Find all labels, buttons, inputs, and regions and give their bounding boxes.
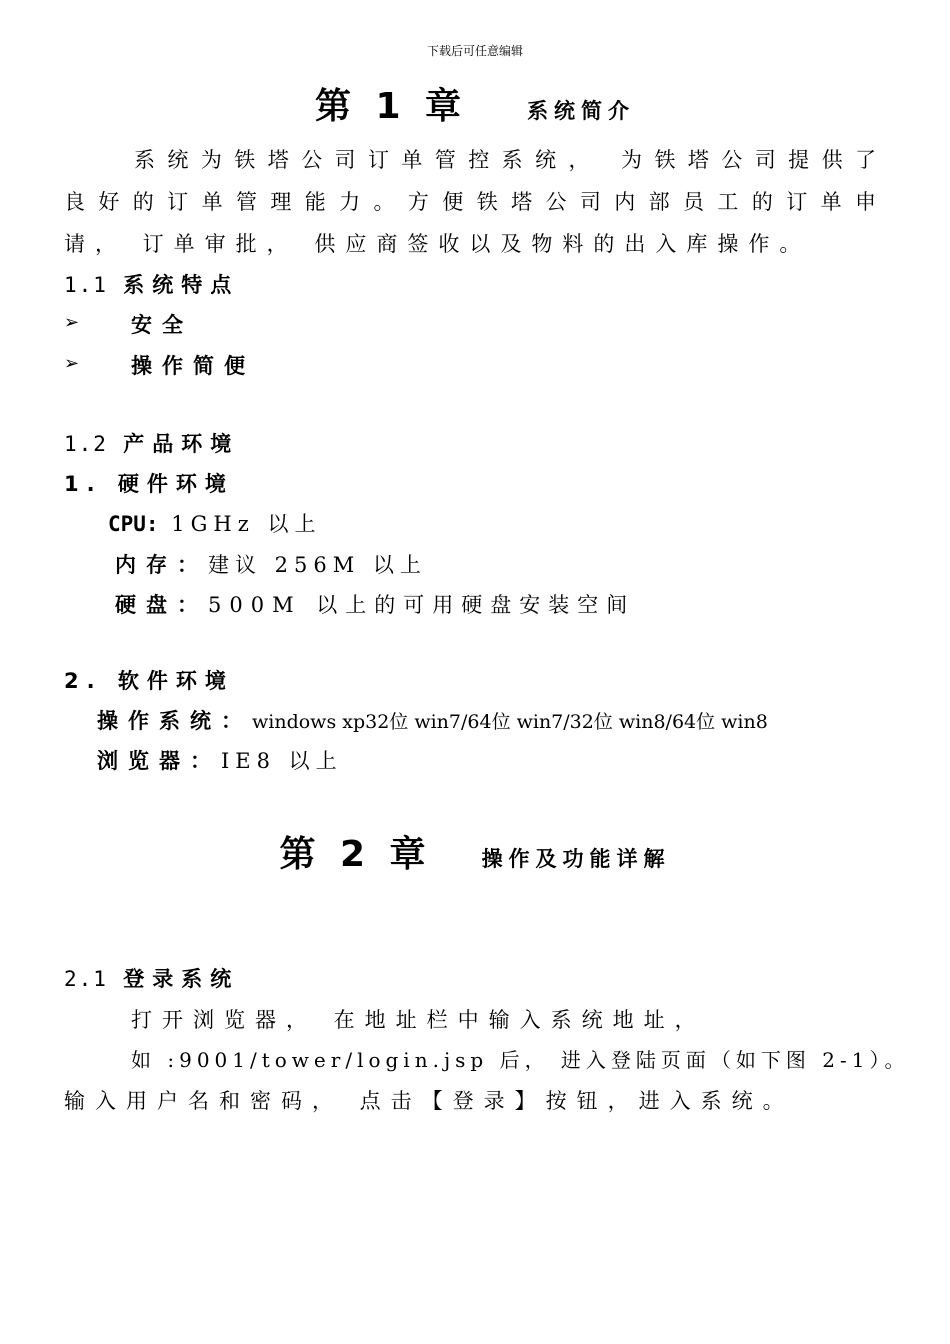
memory-value: 建议 256M 以上 <box>208 553 427 577</box>
cpu-value: 1GHz 以上 <box>171 512 322 536</box>
software-heading: 2. 软件环境 <box>64 669 234 693</box>
chapter-2-number: 第 2 章 <box>279 834 432 875</box>
section-2-1-heading <box>64 963 239 993</box>
os-row <box>97 705 768 735</box>
chapter-2-title: 操作及功能详解 <box>481 847 671 871</box>
browser-row <box>97 745 343 775</box>
section-1-1-heading <box>64 269 239 299</box>
intro-line-1: 系统为铁塔公司订单管控系统， 为铁塔公司提供了 <box>134 148 876 172</box>
chapter-1-heading <box>0 78 950 129</box>
browser-label: 浏览器： <box>97 749 221 773</box>
section-1-1-title: 系统特点 <box>123 273 240 297</box>
bullet-arrow-icon: ➢ <box>64 312 80 333</box>
disk-row <box>115 589 635 619</box>
feature-item-easy-operation: 操作简便 <box>131 354 255 378</box>
disk-label: 硬盘： <box>115 593 208 617</box>
section-1-2-title: 产品环境 <box>123 432 240 456</box>
section-1-1-number: 1.1 <box>64 273 108 297</box>
chapter-1-title: 系统简介 <box>527 99 636 123</box>
section-1-2-number: 1.2 <box>64 432 108 456</box>
os-value: windows xp32位 win7/64位 win7/32位 win8/64位 win8 <box>252 711 768 733</box>
login-line-1: 打开浏览器， 在地址栏中输入系统地址， <box>131 1008 706 1032</box>
bullet-arrow-icon: ➢ <box>64 353 80 374</box>
os-label: 操作系统： <box>97 709 252 733</box>
login-line-3: 输入用户名和密码， 点击【登录】按钮，进入系统。 <box>64 1089 794 1113</box>
browser-value: IE8 以上 <box>221 749 343 773</box>
cpu-label: CPU: <box>108 512 159 536</box>
memory-label: 内存： <box>115 553 208 577</box>
page-header: 下载后可任意编辑 <box>426 44 523 58</box>
feature-item-security: 安全 <box>131 313 193 337</box>
intro-line-3: 请， 订单审批， 供应商签收以及物料的出入库操作。 <box>64 232 811 256</box>
chapter-1-number: 第 1 章 <box>314 86 468 127</box>
chapter-2-heading <box>0 826 950 877</box>
login-line-2: 如 :9001/tower/login.jsp 后， 进入登陆页面（如下图 2-1）。 <box>131 1048 910 1072</box>
section-1-2-heading <box>64 428 239 458</box>
cpu-row <box>108 508 321 538</box>
section-2-1-title: 登录系统 <box>123 967 240 991</box>
intro-line-2: 良好的订单管理能力。方便铁塔公司内部员工的订单申 <box>64 190 876 214</box>
section-2-1-number: 2.1 <box>64 967 108 991</box>
hardware-heading: 1. 硬件环境 <box>64 472 234 496</box>
disk-value: 500M 以上的可用硬盘安装空间 <box>208 593 636 617</box>
memory-row <box>115 549 427 579</box>
